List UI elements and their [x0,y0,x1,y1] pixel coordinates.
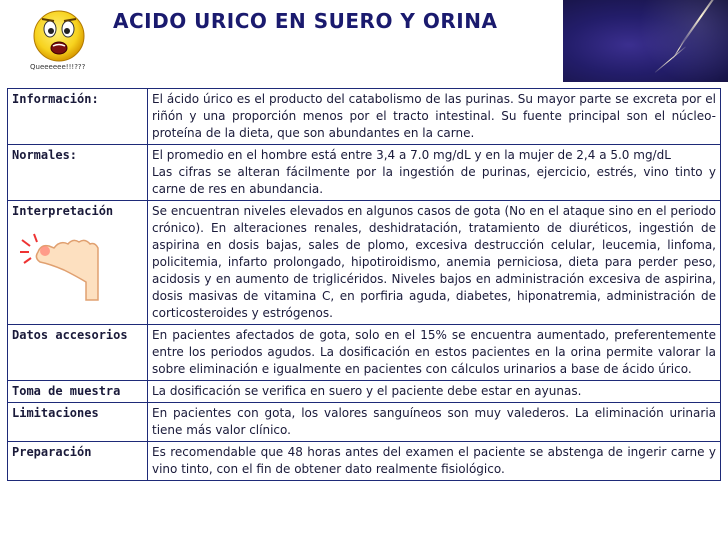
row-label: Normales: [8,145,148,201]
row-line: Se encuentran niveles elevados en algunos casos de gota (No en el ataque sino en el periodo crónico). En alteraciones renales, deshidratación, tratamiento de diuréticos, ingestión de aspirina en dosis bajas, sales de plomo, excesiva destrucción celular, leucemia, linfoma, policitemia, infarto prolongado, hipotiroidismo, anemia perniciosa, dieta para perder peso, acidosis y en aumento de triglicéridos. Niveles bajos en administración excesiva de aspirina, dosis masivas de vitamina C, en porfiria aguda, diabetes, hiponatremia, administración de corticosteroides y estrógenos. [152,204,716,320]
row-label [8,201,148,325]
row-line: El promedio en el hombre está entre 3,4 a 7.0 mg/dL y en la mujer de 2,4 a 5.0 mg/dL [152,148,671,162]
row-line: En pacientes con gota, los valores sanguíneos son muy valederos. La eliminación urinaria tiene más valor clínico. [152,406,716,437]
table-row [8,442,721,481]
row-text [148,201,721,325]
page-title: ACIDO URICO EN SUERO Y ORINA [113,9,498,33]
row-label: Datos accesorios [8,325,148,381]
row-line: Es recomendable que 48 horas antes del examen el paciente se abstenga de ingerir carne y vino tinto, con el fin de obtener dato realmente fisiológico. [152,445,716,476]
smiley-caption: Queeeeee!!!??? [30,63,86,71]
row-text [148,89,721,145]
table-row [8,381,721,403]
table-row [8,201,721,325]
row-text [148,403,721,442]
row-label: Toma de muestra [8,381,148,403]
row-label: Preparación [8,442,148,481]
row-text [148,442,721,481]
row-label: Información: [8,89,148,145]
page-header [0,0,728,84]
table-row [8,403,721,442]
painful-foot-icon [16,230,108,305]
table-row [8,89,721,145]
row-text [148,381,721,403]
row-text [148,145,721,201]
row-line: En pacientes afectados de gota, solo en el 15% se encuentra aumentado, preferentemente entre los periodos agudos. La dosificación en estos pacientes en la orina permite valorar la sobre eliminación e igualmente en pacientes con cálculos urinarios a base de ácido úrico. [152,328,716,376]
table-row [8,325,721,381]
row-text [148,325,721,381]
row-label: Limitaciones [8,403,148,442]
uric-acid-crystals-image [563,0,728,82]
row-line: La dosificación se verifica en suero y el paciente debe estar en ayunas. [152,384,582,398]
row-line: Las cifras se alteran fácilmente por la ingestión de purinas, ejercicio, estrés, vino tinto y carne de res en abundancia. [152,165,716,196]
table-row [8,145,721,201]
row-label-text: Interpretación [12,204,114,218]
info-table [7,88,721,481]
row-line: El ácido úrico es el producto del catabolismo de las purinas. Su mayor parte se excreta por el riñón y una proporción menos por el tracto intestinal. Su fuente principal son el núcleo-proteína de la dieta, que son abundantes en la carne. [152,92,716,140]
